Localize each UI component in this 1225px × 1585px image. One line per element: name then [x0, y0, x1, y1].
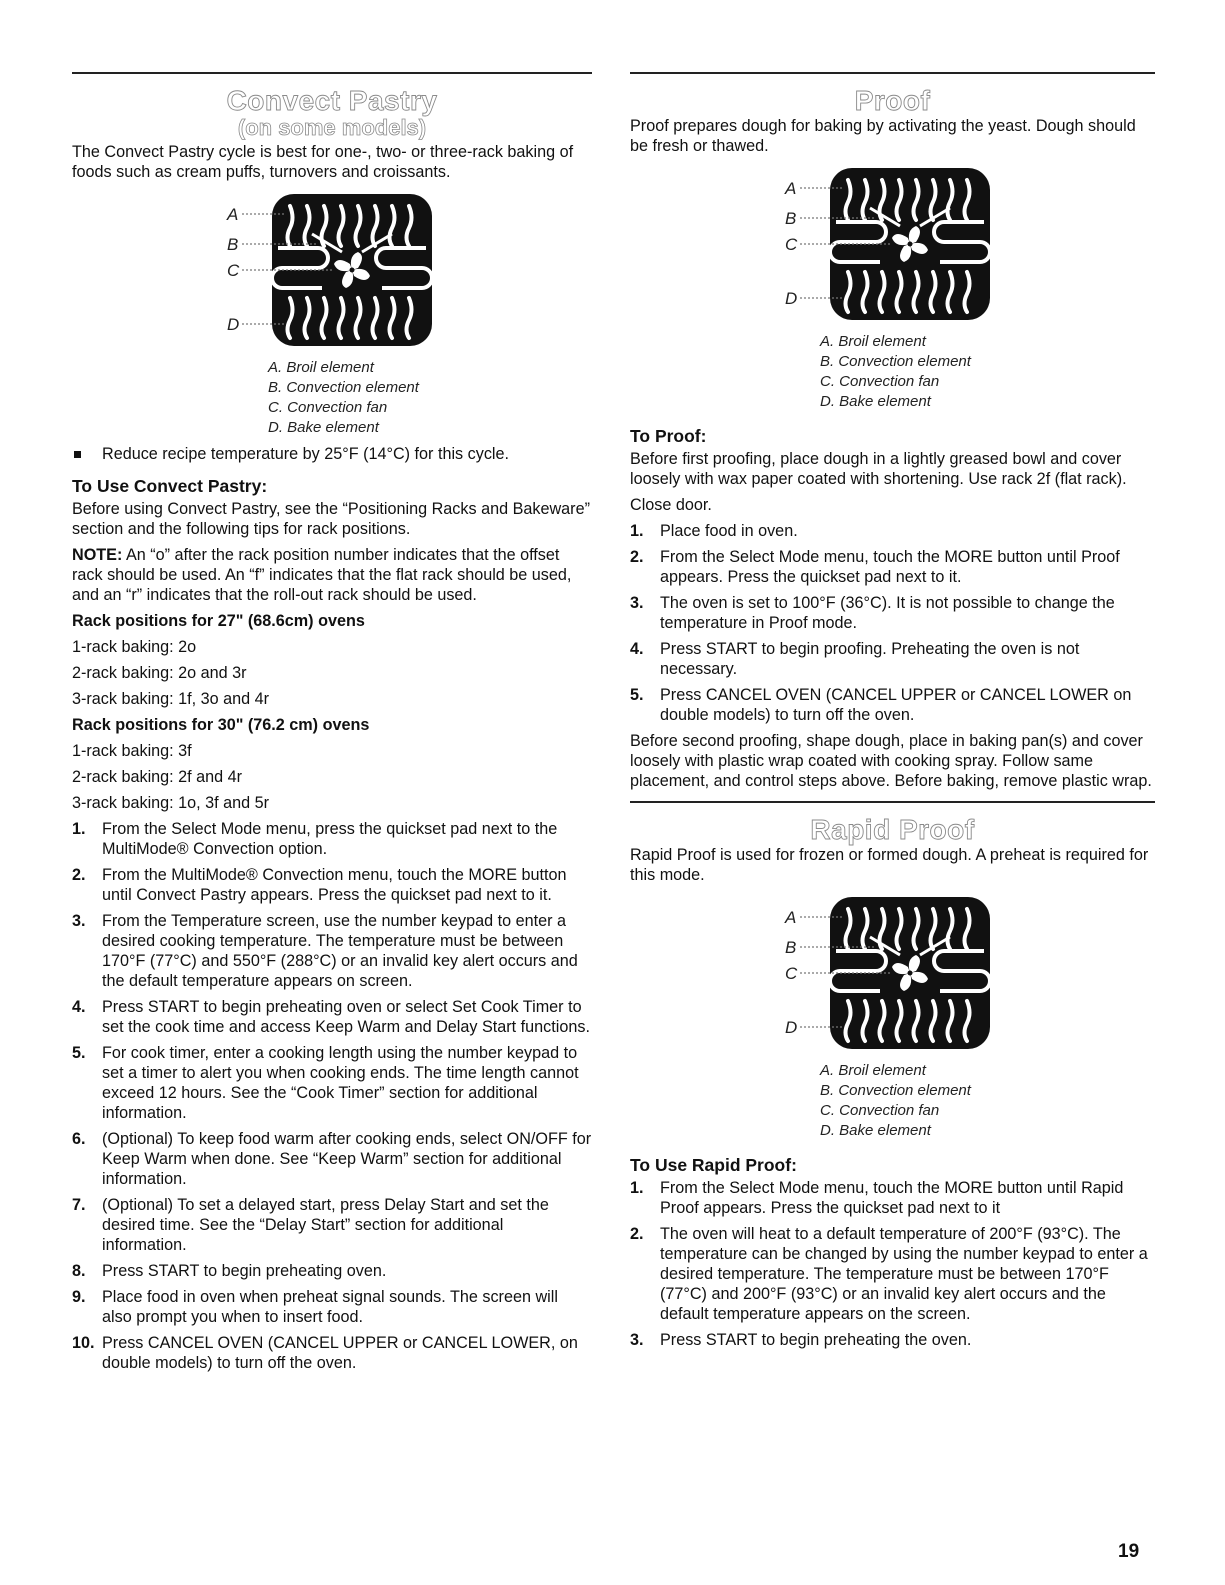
- diagram-legend: [268, 358, 592, 438]
- diagram-letter: D: [785, 289, 798, 308]
- diagram-legend: [820, 1061, 1155, 1141]
- convect-pastry-para: Before using Convect Pastry, see the “Positioning Racks and Bakeware” section and the following tips for rack positions.: [72, 500, 590, 538]
- rack-27-heading: Rack positions for 27" (68.6cm) ovens: [72, 612, 365, 630]
- step-item: 4. Press START to begin preheating oven or select Set Cook Timer to set the cook time and access Keep Warm and Delay Start functions.: [72, 998, 590, 1036]
- convect-pastry-intro: The Convect Pastry cycle is best for one-, two- or three-rack baking of foods such as cream puffs, turnovers and croissants.: [72, 143, 574, 181]
- step-item: 2. The oven will heat to a default temperature of 200°F (93°C). The temperature can be changed by using the number keypad to enter a desired temperature. The temperature must be between 170°F (77°C) and 200°F (93°C) or an invalid key alert occurs and the default temperature appears on the screen.: [630, 1225, 1148, 1323]
- rack-line: 3-rack baking: 1f, 3o and 4r: [72, 690, 270, 708]
- step-item: 7. (Optional) To set a delayed start, press Delay Start and set the desired time. See the “Delay Start” section for additional information.: [72, 1196, 549, 1254]
- legend-item: B. Convection element: [268, 379, 419, 396]
- step-item: 3. The oven is set to 100°F (36°C). It is not possible to change the temperature in Proof mode.: [630, 594, 1115, 632]
- fan-hub: [908, 971, 913, 976]
- step-item: 9. Place food in oven when preheat signal sounds. The screen will also prompt you when to insert food.: [72, 1288, 558, 1326]
- bullet-text: Reduce recipe temperature by 25°F (14°C) for this cycle.: [102, 445, 510, 463]
- legend-item: C. Convection fan: [820, 373, 940, 390]
- diagram-letter: A: [785, 908, 797, 927]
- legend-item: A. Broil element: [820, 1062, 926, 1079]
- section-divider: [630, 801, 1155, 803]
- diagram-letter: B: [227, 235, 239, 254]
- step-item: 5. For cook timer, enter a cooking length using the number keypad to set a timer to alert you when cooking ends. The time length cannot exceed 12 hours. See the “Cook Timer” section for additional information.: [72, 1044, 579, 1122]
- proof-steps: [630, 521, 1155, 725]
- diagram-letter: C: [785, 235, 798, 254]
- step-item: 2. From the Select Mode menu, touch the MORE button until Proof appears. Press the quickset pad next to it.: [630, 548, 1120, 586]
- step-item: 3. Press START to begin preheating the oven.: [630, 1331, 972, 1349]
- rapid-proof-intro: Rapid Proof is used for frozen or formed dough. A preheat is required for this mode.: [630, 846, 1149, 884]
- rapid-proof-steps: [630, 1178, 1155, 1350]
- oven-diagram-graphic: [630, 895, 1010, 1055]
- fan-hub: [908, 242, 913, 247]
- fan-hub: [350, 268, 355, 273]
- rack-line: 2-rack baking: 2o and 3r: [72, 664, 247, 682]
- rack-30-heading: Rack positions for 30" (76.2 cm) ovens: [72, 716, 370, 734]
- convect-pastry-steps: [72, 819, 592, 1373]
- diagram-letter: B: [785, 938, 797, 957]
- legend-item: A. Broil element: [268, 359, 374, 376]
- step-item: 8. Press START to begin preheating oven.: [72, 1262, 387, 1280]
- diagram-letter: A: [785, 179, 797, 198]
- oven-element-diagram: [630, 166, 1155, 326]
- page-number: 19: [1118, 1541, 1140, 1562]
- diagram-letter: C: [785, 964, 798, 983]
- oven-diagram-graphic: [72, 192, 452, 352]
- proof-para: Before first proofing, place dough in a lightly greased bowl and cover loosely with wax paper coated with shortening. Use rack 2f (flat rack).: [630, 450, 1127, 488]
- rack-line: 1-rack baking: 3f: [72, 742, 192, 760]
- step-item: 1. Place food in oven.: [630, 522, 798, 540]
- proof-para: Close door.: [630, 496, 712, 514]
- to-proof-heading: To Proof:: [630, 426, 707, 446]
- oven-element-diagram: [72, 192, 592, 352]
- convect-pastry-subtitle: (on some models): [237, 115, 427, 140]
- rack-line: 2-rack baking: 2f and 4r: [72, 768, 243, 786]
- diagram-letter: D: [227, 315, 240, 334]
- oven-diagram-graphic: [630, 166, 1010, 326]
- step-item: 1. From the Select Mode menu, press the quickset pad next to the MultiMode® Convection option.: [72, 820, 558, 858]
- rack-line: 3-rack baking: 1o, 3f and 5r: [72, 794, 270, 812]
- legend-item: D. Bake element: [820, 393, 931, 410]
- to-use-convect-pastry-heading: To Use Convect Pastry:: [72, 476, 268, 496]
- legend-item: C. Convection fan: [820, 1102, 940, 1119]
- step-item: 6. (Optional) To keep food warm after cooking ends, select ON/OFF for Keep Warm when done. See “Keep Warm” section for additional information.: [72, 1130, 592, 1188]
- bullet-item: [72, 444, 592, 464]
- legend-item: B. Convection element: [820, 1082, 971, 1099]
- legend-item: D. Bake element: [820, 1122, 931, 1139]
- proof-para: Before second proofing, shape dough, place in baking pan(s) and cover loosely with plastic wrap coated with cooking spray. Follow same placement, and control steps above. Before baking, remove plastic wrap.: [630, 732, 1152, 790]
- step-item: 5. Press CANCEL OVEN (CANCEL UPPER or CANCEL LOWER on double models) to turn off the oven.: [630, 686, 1132, 724]
- note-label: NOTE:: [72, 546, 123, 564]
- proof-intro: Proof prepares dough for baking by activating the yeast. Dough should be fresh or thawed.: [630, 117, 1136, 155]
- legend-item: A. Broil element: [820, 333, 926, 350]
- to-use-rapid-proof-heading: To Use Rapid Proof:: [630, 1155, 797, 1175]
- proof-column: [630, 72, 1155, 1356]
- step-item: 1. From the Select Mode menu, touch the MORE button until Rapid Proof appears. Press the quickset pad next to it: [630, 1179, 1124, 1217]
- step-item: 3. From the Temperature screen, use the number keypad to enter a desired cooking temperature. The temperature must be between 170°F (77°C) and 550°F (288°C) or an invalid key alert occurs and the default temperature appears on screen.: [72, 912, 578, 990]
- proof-title: Proof: [854, 85, 931, 116]
- step-item: 2. From the MultiMode® Convection menu, touch the MORE button until Convect Pastry appears. Press the quickset pad next to it.: [72, 866, 567, 904]
- diagram-letter: D: [785, 1018, 798, 1037]
- oven-element-diagram: [630, 895, 1155, 1055]
- legend-item: C. Convection fan: [268, 399, 388, 416]
- step-item: 4. Press START to begin proofing. Preheating the oven is not necessary.: [630, 640, 1080, 678]
- diagram-legend: [820, 332, 1155, 412]
- convect-pastry-section: [72, 72, 592, 1379]
- note-paragraph: [72, 545, 592, 605]
- bullet-square-icon: [74, 451, 81, 458]
- legend-item: D. Bake element: [268, 419, 379, 436]
- note-text: An “o” after the rack position number indicates that the offset rack should be used. An “f” indicates that the flat rack should be used, and an “r” indicates that the roll-out rack should be used.: [72, 546, 572, 604]
- step-item: 10. Press CANCEL OVEN (CANCEL UPPER or CANCEL LOWER, on double models) to turn off the oven.: [72, 1334, 578, 1372]
- diagram-letter: A: [227, 205, 239, 224]
- diagram-letter: C: [227, 261, 240, 280]
- section-divider: [630, 72, 1155, 74]
- rapid-proof-title: Rapid Proof: [810, 814, 975, 845]
- rack-line: 1-rack baking: 2o: [72, 638, 197, 656]
- section-divider: [72, 72, 592, 74]
- legend-item: B. Convection element: [820, 353, 971, 370]
- diagram-letter: B: [785, 209, 797, 228]
- convect-pastry-title: Convect Pastry: [226, 85, 438, 116]
